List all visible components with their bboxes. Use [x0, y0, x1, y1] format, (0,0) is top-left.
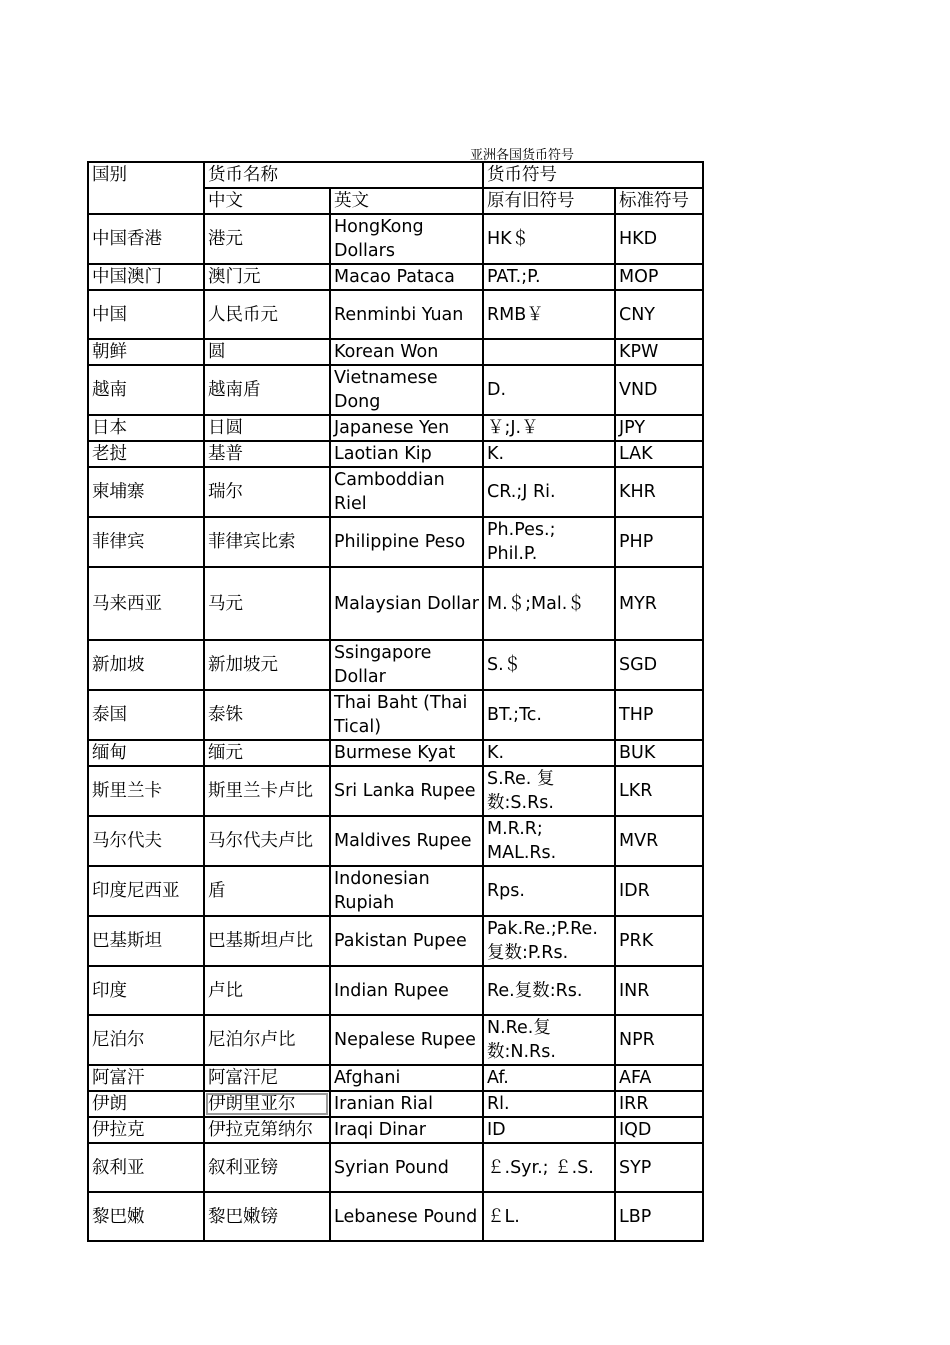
cell-english-name[interactable]: Nepalese Rupee: [330, 1015, 483, 1065]
cell-chinese-name[interactable]: 马元: [204, 567, 330, 640]
cell-standard-symbol[interactable]: INR: [615, 966, 703, 1015]
cell-chinese-name[interactable]: 日圆: [204, 415, 330, 441]
cell-standard-symbol[interactable]: SGD: [615, 640, 703, 690]
cell-country[interactable]: 菲律宾: [88, 517, 204, 567]
table-title: 亚洲各国货币符号: [470, 148, 575, 163]
cell-chinese-name[interactable]: 马尔代夫卢比: [204, 816, 330, 866]
cell-english-name[interactable]: Lebanese Pound: [330, 1192, 483, 1241]
table-row: [88, 1015, 703, 1065]
cell-old-symbol[interactable]: N.Re.复数:N.Rs.: [483, 1015, 615, 1065]
cell-english-name[interactable]: HongKong Dollars: [330, 214, 483, 264]
cell-country[interactable]: 伊朗: [88, 1091, 204, 1117]
cell-old-symbol[interactable]: BT.;Tc.: [483, 690, 615, 740]
cell-old-symbol[interactable]: Rps.: [483, 866, 615, 916]
table-row: [88, 415, 703, 441]
cell-english-name[interactable]: Syrian Pound: [330, 1143, 483, 1192]
cell-standard-symbol[interactable]: THP: [615, 690, 703, 740]
cell-country[interactable]: 中国香港: [88, 214, 204, 264]
cell-english-name[interactable]: Laotian Kip: [330, 441, 483, 467]
cell-standard-symbol[interactable]: LAK: [615, 441, 703, 467]
cell-standard-symbol[interactable]: HKD: [615, 214, 703, 264]
cell-standard-symbol[interactable]: IQD: [615, 1117, 703, 1143]
cell-old-symbol[interactable]: CR.;J Ri.: [483, 467, 615, 517]
cell-country[interactable]: 尼泊尔: [88, 1015, 204, 1065]
cell-country[interactable]: 泰国: [88, 690, 204, 740]
header-old-symbol[interactable]: 原有旧符号: [483, 188, 615, 214]
cell-old-symbol[interactable]: Re.复数:Rs.: [483, 966, 615, 1015]
cell-country[interactable]: 斯里兰卡: [88, 766, 204, 816]
table-row: [88, 690, 703, 740]
cell-country[interactable]: 马来西亚: [88, 567, 204, 640]
cell-standard-symbol[interactable]: AFA: [615, 1065, 703, 1091]
cell-chinese-name[interactable]: 阿富汗尼: [204, 1065, 330, 1091]
cell-country[interactable]: 日本: [88, 415, 204, 441]
cell-english-name[interactable]: Burmese Kyat: [330, 740, 483, 766]
cell-english-name[interactable]: Ssingapore Dollar: [330, 640, 483, 690]
cell-chinese-name[interactable]: 越南盾: [204, 365, 330, 415]
cell-english-name[interactable]: Sri Lanka Rupee: [330, 766, 483, 816]
cell-chinese-name[interactable]: 黎巴嫩镑: [204, 1192, 330, 1241]
cell-country[interactable]: 老挝: [88, 441, 204, 467]
cell-country[interactable]: 缅甸: [88, 740, 204, 766]
cell-chinese-name[interactable]: 伊朗里亚尔: [204, 1091, 330, 1117]
cell-standard-symbol[interactable]: JPY: [615, 415, 703, 441]
cell-chinese-name[interactable]: 新加坡元: [204, 640, 330, 690]
cell-chinese-name[interactable]: 尼泊尔卢比: [204, 1015, 330, 1065]
cell-standard-symbol[interactable]: LKR: [615, 766, 703, 816]
cell-standard-symbol[interactable]: MVR: [615, 816, 703, 866]
cell-country[interactable]: 中国: [88, 290, 204, 339]
cell-english-name[interactable]: Maldives Rupee: [330, 816, 483, 866]
table-row: [88, 365, 703, 415]
table-row: [88, 467, 703, 517]
cell-country[interactable]: 新加坡: [88, 640, 204, 690]
cell-standard-symbol[interactable]: IRR: [615, 1091, 703, 1117]
table-row: [88, 1117, 703, 1143]
cell-old-symbol[interactable]: S.＄: [483, 640, 615, 690]
cell-english-name[interactable]: Indian Rupee: [330, 966, 483, 1015]
cell-english-name[interactable]: Iranian Rial: [330, 1091, 483, 1117]
cell-english-name[interactable]: Indonesian Rupiah: [330, 866, 483, 916]
cell-chinese-name[interactable]: 缅元: [204, 740, 330, 766]
cell-standard-symbol[interactable]: PRK: [615, 916, 703, 966]
cell-chinese-name[interactable]: 盾: [204, 866, 330, 916]
cell-country[interactable]: 巴基斯坦: [88, 916, 204, 966]
cell-standard-symbol[interactable]: KHR: [615, 467, 703, 517]
header-currency-symbol[interactable]: 货币符号: [483, 162, 703, 188]
cell-standard-symbol[interactable]: BUK: [615, 740, 703, 766]
cell-chinese-name[interactable]: 巴基斯坦卢比: [204, 916, 330, 966]
cell-english-name[interactable]: Thai Baht (Thai Tical): [330, 690, 483, 740]
header-chinese[interactable]: 中文: [204, 188, 330, 214]
cell-old-symbol[interactable]: Rl.: [483, 1091, 615, 1117]
table-row: [88, 517, 703, 567]
cell-country[interactable]: 叙利亚: [88, 1143, 204, 1192]
cell-chinese-name[interactable]: 港元: [204, 214, 330, 264]
cell-english-name[interactable]: Korean Won: [330, 339, 483, 365]
cell-chinese-name[interactable]: 人民币元: [204, 290, 330, 339]
cell-old-symbol[interactable]: Ph.Pes.; Phil.P.: [483, 517, 615, 567]
table-row: [88, 567, 703, 640]
cell-standard-symbol[interactable]: PHP: [615, 517, 703, 567]
cell-chinese-name[interactable]: 叙利亚镑: [204, 1143, 330, 1192]
cell-country[interactable]: 阿富汗: [88, 1065, 204, 1091]
cell-english-name[interactable]: Camboddian Riel: [330, 467, 483, 517]
table-row: [88, 441, 703, 467]
header-country[interactable]: 国别: [88, 162, 204, 214]
header-row: [88, 162, 703, 188]
header-currency-name[interactable]: 货币名称: [204, 162, 483, 188]
cell-english-name[interactable]: Japanese Yen: [330, 415, 483, 441]
table-row: [88, 339, 703, 365]
cell-english-name[interactable]: Iraqi Dinar: [330, 1117, 483, 1143]
cell-country[interactable]: 伊拉克: [88, 1117, 204, 1143]
cell-old-symbol[interactable]: ￥;J.￥: [483, 415, 615, 441]
cell-english-name[interactable]: Vietnamese Dong: [330, 365, 483, 415]
header-english[interactable]: 英文: [330, 188, 483, 214]
table-row: [88, 1143, 703, 1192]
cell-english-name[interactable]: Renminbi Yuan: [330, 290, 483, 339]
table-row: [88, 816, 703, 866]
cell-chinese-name[interactable]: 泰铢: [204, 690, 330, 740]
cell-standard-symbol[interactable]: SYP: [615, 1143, 703, 1192]
cell-country[interactable]: 朝鲜: [88, 339, 204, 365]
cell-old-symbol[interactable]: M.＄;Mal.＄: [483, 567, 615, 640]
table-row: [88, 1091, 703, 1117]
cell-english-name[interactable]: Malaysian Dollar: [330, 567, 483, 640]
currency-symbol-table: [87, 161, 704, 1242]
cell-standard-symbol[interactable]: VND: [615, 365, 703, 415]
cell-old-symbol[interactable]: Af.: [483, 1065, 615, 1091]
cell-country[interactable]: 马尔代夫: [88, 816, 204, 866]
cell-old-symbol[interactable]: S.Re. 复数:S.Rs.: [483, 766, 615, 816]
cell-old-symbol[interactable]: HK＄: [483, 214, 615, 264]
cell-chinese-name[interactable]: 菲律宾比索: [204, 517, 330, 567]
cell-chinese-name[interactable]: 卢比: [204, 966, 330, 1015]
cell-standard-symbol[interactable]: MYR: [615, 567, 703, 640]
cell-old-symbol[interactable]: K.: [483, 740, 615, 766]
cell-old-symbol[interactable]: ￡.Syr.; ￡.S.: [483, 1143, 615, 1192]
table-row: [88, 214, 703, 264]
cell-old-symbol[interactable]: [483, 339, 615, 365]
cell-chinese-name[interactable]: 伊拉克第纳尔: [204, 1117, 330, 1143]
cell-country[interactable]: 越南: [88, 365, 204, 415]
cell-chinese-name[interactable]: 澳门元: [204, 264, 330, 290]
cell-standard-symbol[interactable]: IDR: [615, 866, 703, 916]
cell-english-name[interactable]: Philippine Peso: [330, 517, 483, 567]
cell-standard-symbol[interactable]: LBP: [615, 1192, 703, 1241]
cell-country[interactable]: 中国澳门: [88, 264, 204, 290]
table-row: [88, 766, 703, 816]
cell-chinese-name[interactable]: 瑞尔: [204, 467, 330, 517]
cell-standard-symbol[interactable]: CNY: [615, 290, 703, 339]
table-row: [88, 640, 703, 690]
cell-standard-symbol[interactable]: KPW: [615, 339, 703, 365]
cell-old-symbol[interactable]: M.R.R; MAL.Rs.: [483, 816, 615, 866]
cell-english-name[interactable]: Afghani: [330, 1065, 483, 1091]
table-row: [88, 866, 703, 916]
cell-old-symbol[interactable]: D.: [483, 365, 615, 415]
cell-chinese-name[interactable]: 斯里兰卡卢比: [204, 766, 330, 816]
table-row: [88, 1065, 703, 1091]
cell-old-symbol[interactable]: Pak.Re.;P.Re.复数:P.Rs.: [483, 916, 615, 966]
cell-country[interactable]: 黎巴嫩: [88, 1192, 204, 1241]
cell-standard-symbol[interactable]: NPR: [615, 1015, 703, 1065]
cell-old-symbol[interactable]: K.: [483, 441, 615, 467]
cell-english-name[interactable]: Macao Pataca: [330, 264, 483, 290]
table-row: [88, 740, 703, 766]
cell-standard-symbol[interactable]: MOP: [615, 264, 703, 290]
cell-country[interactable]: 印度: [88, 966, 204, 1015]
cell-chinese-name[interactable]: 基普: [204, 441, 330, 467]
table-row: [88, 916, 703, 966]
table-row: [88, 966, 703, 1015]
table-row: [88, 290, 703, 339]
cell-old-symbol[interactable]: ID: [483, 1117, 615, 1143]
table-row: [88, 264, 703, 290]
cell-old-symbol[interactable]: ￡L.: [483, 1192, 615, 1241]
table-row: [88, 1192, 703, 1241]
cell-old-symbol[interactable]: RMB￥: [483, 290, 615, 339]
cell-country[interactable]: 柬埔寨: [88, 467, 204, 517]
cell-old-symbol[interactable]: PAT.;P.: [483, 264, 615, 290]
cell-chinese-name[interactable]: 圆: [204, 339, 330, 365]
cell-english-name[interactable]: Pakistan Pupee: [330, 916, 483, 966]
header-standard-symbol[interactable]: 标准符号: [615, 188, 703, 214]
cell-country[interactable]: 印度尼西亚: [88, 866, 204, 916]
